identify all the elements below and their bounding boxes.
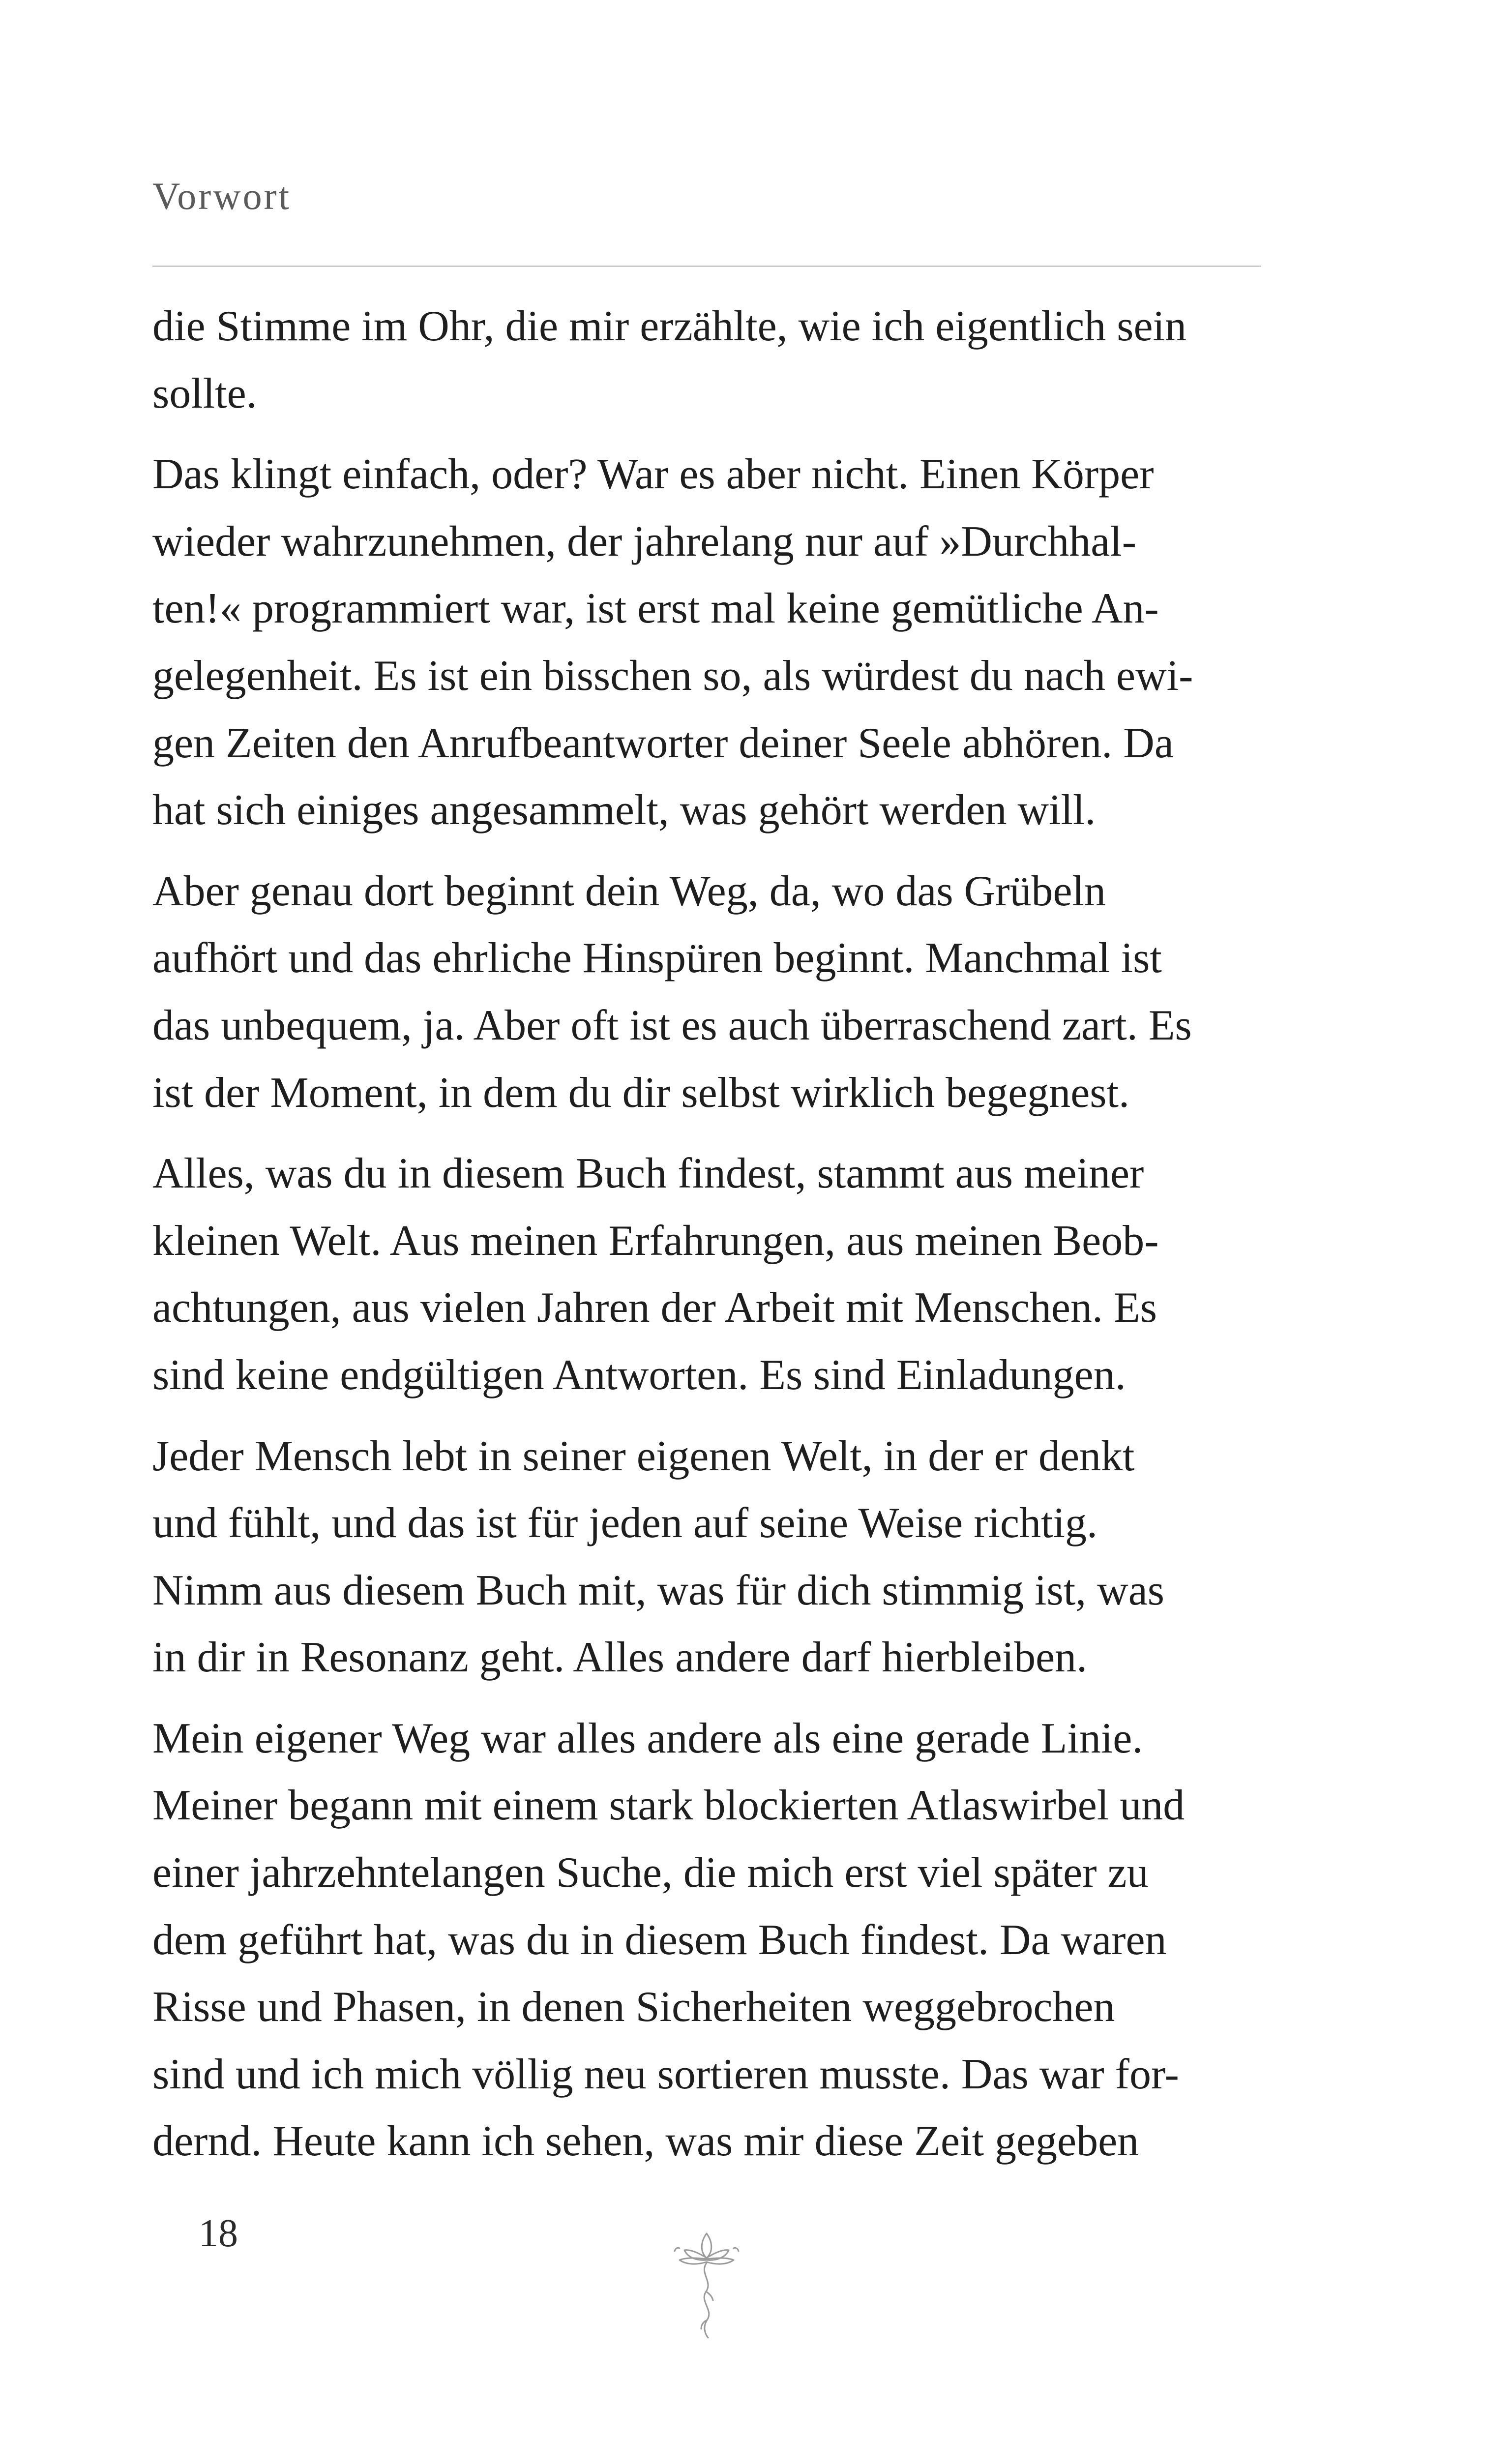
text-line: und fühlt, und das ist für jeden auf seine Weise richtig. (152, 1499, 1097, 1547)
body-text (152, 293, 1283, 2189)
paragraph (152, 1705, 1283, 2175)
header-rule (152, 266, 1261, 267)
text-line: einer jahrzehntelangen Suche, die mich erst viel später zu (152, 1849, 1149, 1897)
text-line: Nimm aus diesem Buch mit, was für dich stimmig ist, was (152, 1566, 1165, 1614)
text-line: hat sich einiges angesammelt, was gehört werden will. (152, 786, 1096, 834)
running-header: Vorwort (152, 175, 292, 217)
text-line: Jeder Mensch lebt in seiner eigenen Welt, in der er denkt (152, 1432, 1135, 1480)
text-line: achtungen, aus vielen Jahren der Arbeit mit Menschen. Es (152, 1284, 1157, 1332)
text-line: sollte. (152, 369, 257, 417)
text-line: ten!« programmiert war, ist erst mal keine gemütliche An- (152, 585, 1159, 633)
text-line: Das klingt einfach, oder? War es aber nicht. Einen Körper (152, 450, 1154, 499)
text-line: aufhört und das ehrliche Hinspüren beginnt. Manchmal ist (152, 934, 1162, 982)
text-line: dem geführt hat, was du in diesem Buch findest. Da waren (152, 1916, 1167, 1964)
text-line: sind keine endgültigen Antworten. Es sind Einladungen. (152, 1351, 1126, 1399)
lotus-ornament-icon (665, 2228, 748, 2346)
paragraph (152, 293, 1283, 427)
text-line: wieder wahrzunehmen, der jahrelang nur auf »Durchhal- (152, 517, 1137, 565)
paragraph (152, 441, 1283, 844)
paragraph (152, 1423, 1283, 1692)
text-line: sind und ich mich völlig neu sortieren musste. Das war for- (152, 2050, 1179, 2098)
paragraph (152, 858, 1283, 1127)
text-line: kleinen Welt. Aus meinen Erfahrungen, aus meinen Beob- (152, 1217, 1159, 1265)
page-number: 18 (199, 2212, 238, 2255)
text-line: in dir in Resonanz geht. Alles andere darf hierbleiben. (152, 1634, 1088, 1682)
text-line: Mein eigener Weg war alles andere als eine gerade Linie. (152, 1714, 1143, 1762)
text-line: gen Zeiten den Anrufbeantworter deiner Seele abhören. Da (152, 719, 1174, 767)
text-line: Meiner begann mit einem stark blockierten Atlaswirbel und (152, 1782, 1185, 1830)
text-line: Aber genau dort beginnt dein Weg, da, wo das Grübeln (152, 867, 1106, 915)
text-line: die Stimme im Ohr, die mir erzählte, wie ich eigentlich sein (152, 302, 1186, 350)
text-line: Alles, was du in diesem Buch findest, stammt aus meiner (152, 1150, 1144, 1198)
text-line: Risse und Phasen, in denen Sicherheiten weggebrochen (152, 1983, 1115, 2031)
text-line: das unbequem, ja. Aber oft ist es auch überraschend zart. Es (152, 1001, 1192, 1049)
text-line: dernd. Heute kann ich sehen, was mir diese Zeit gegeben (152, 2117, 1139, 2166)
text-line: ist der Moment, in dem du dir selbst wirklich begegnest. (152, 1069, 1130, 1117)
text-line: gelegenheit. Es ist ein bisschen so, als würdest du nach ewi- (152, 652, 1193, 700)
paragraph (152, 1140, 1283, 1409)
